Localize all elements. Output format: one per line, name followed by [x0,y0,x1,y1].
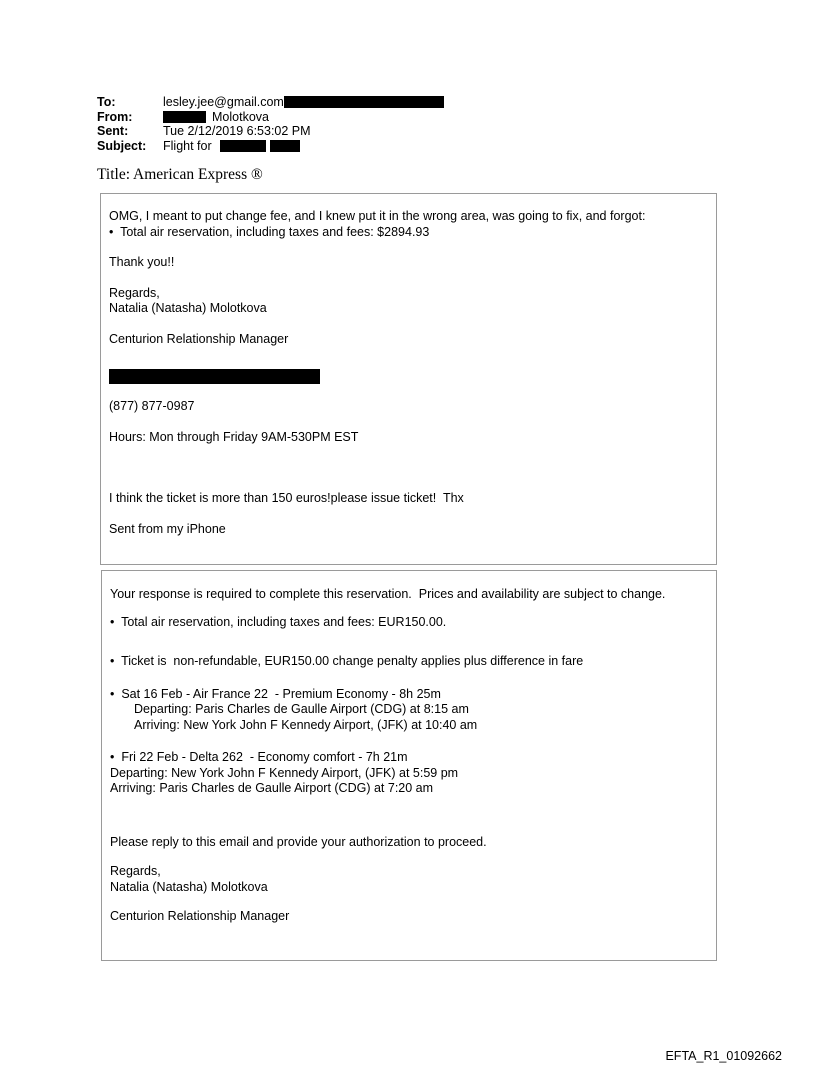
email-reply-section [100,193,717,565]
from-name: Molotkova [212,109,269,124]
subject-value [163,139,300,154]
to-value [163,95,444,110]
header-row-subject [97,139,444,154]
reply-note: I think the ticket is more than 150 euros!please issue ticket! Thx [109,491,464,505]
original-intro: Your response is required to complete this reservation. Prices and availability are subject to change. [110,587,666,601]
to-address: lesley.jee@gmail.com [163,95,284,109]
original-signature-name: Natalia (Natasha) Molotkova [110,879,268,894]
redaction-bar [109,369,320,384]
header-row-to [97,95,444,110]
outbound-arriving: Arriving: New York John F Kennedy Airport, (JFK) at 10:40 am [134,717,478,732]
return-departing: Departing: New York John F Kennedy Airport, (JFK) at 5:59 pm [110,765,459,780]
header-row-sent [97,124,444,139]
to-label: To: [97,95,116,109]
original-signature-title: Centurion Relationship Manager [110,909,290,923]
reply-signature-title: Centurion Relationship Manager [109,331,289,346]
redaction-bar [270,140,300,152]
redaction-bar [220,140,266,152]
subject-label: Subject: [97,138,147,153]
reply-intro: OMG, I meant to put change fee, and I knew put it in the wrong area, was going to fix, and forgot: [109,209,646,223]
reply-regards: Regards, [109,285,160,300]
return-flight-bullet: • Fri 22 Feb - Delta 262 - Economy comfort - 7h 21m [110,750,408,764]
return-arriving: Arriving: Paris Charles de Gaulle Airport (CDG) at 7:20 am [110,781,434,795]
sent-value: Tue 2/12/2019 6:53:02 PM [163,124,311,139]
original-total-bullet: • Total air reservation, including taxes and fees: EUR150.00. [110,614,447,629]
outbound-departing: Departing: Paris Charles de Gaulle Airport (CDG) at 8:15 am [134,702,469,716]
from-value [163,110,269,125]
reply-total-bullet: • Total air reservation, including taxes and fees: $2894.93 [109,224,430,239]
email-header-block [97,95,444,153]
reply-phone: (877) 877-0987 [109,399,195,413]
sent-label: Sent: [97,124,129,139]
reply-thanks: Thank you!! [109,255,175,269]
original-regards: Regards, [110,864,161,878]
from-label: From: [97,109,133,124]
subject-text: Flight for [163,138,216,153]
reply-hours: Hours: Mon through Friday 9AM-530PM EST [109,429,359,444]
original-closing: Please reply to this email and provide your authorization to proceed. [110,834,487,849]
outbound-flight-bullet: • Sat 16 Feb - Air France 22 - Premium Economy - 8h 25m [110,686,441,701]
reply-signature-name: Natalia (Natasha) Molotkova [109,301,267,315]
header-row-from [97,110,444,125]
reply-sent-from: Sent from my iPhone [109,521,226,536]
redaction-bar [284,96,444,108]
redaction-bar [163,111,206,123]
email-original-section [101,570,717,961]
document-title: Title: American Express ® [97,166,263,183]
original-penalty-bullet: • Ticket is non-refundable, EUR150.00 change penalty applies plus difference in fare [110,654,584,668]
bates-number: EFTA_R1_01092662 [665,1049,782,1063]
